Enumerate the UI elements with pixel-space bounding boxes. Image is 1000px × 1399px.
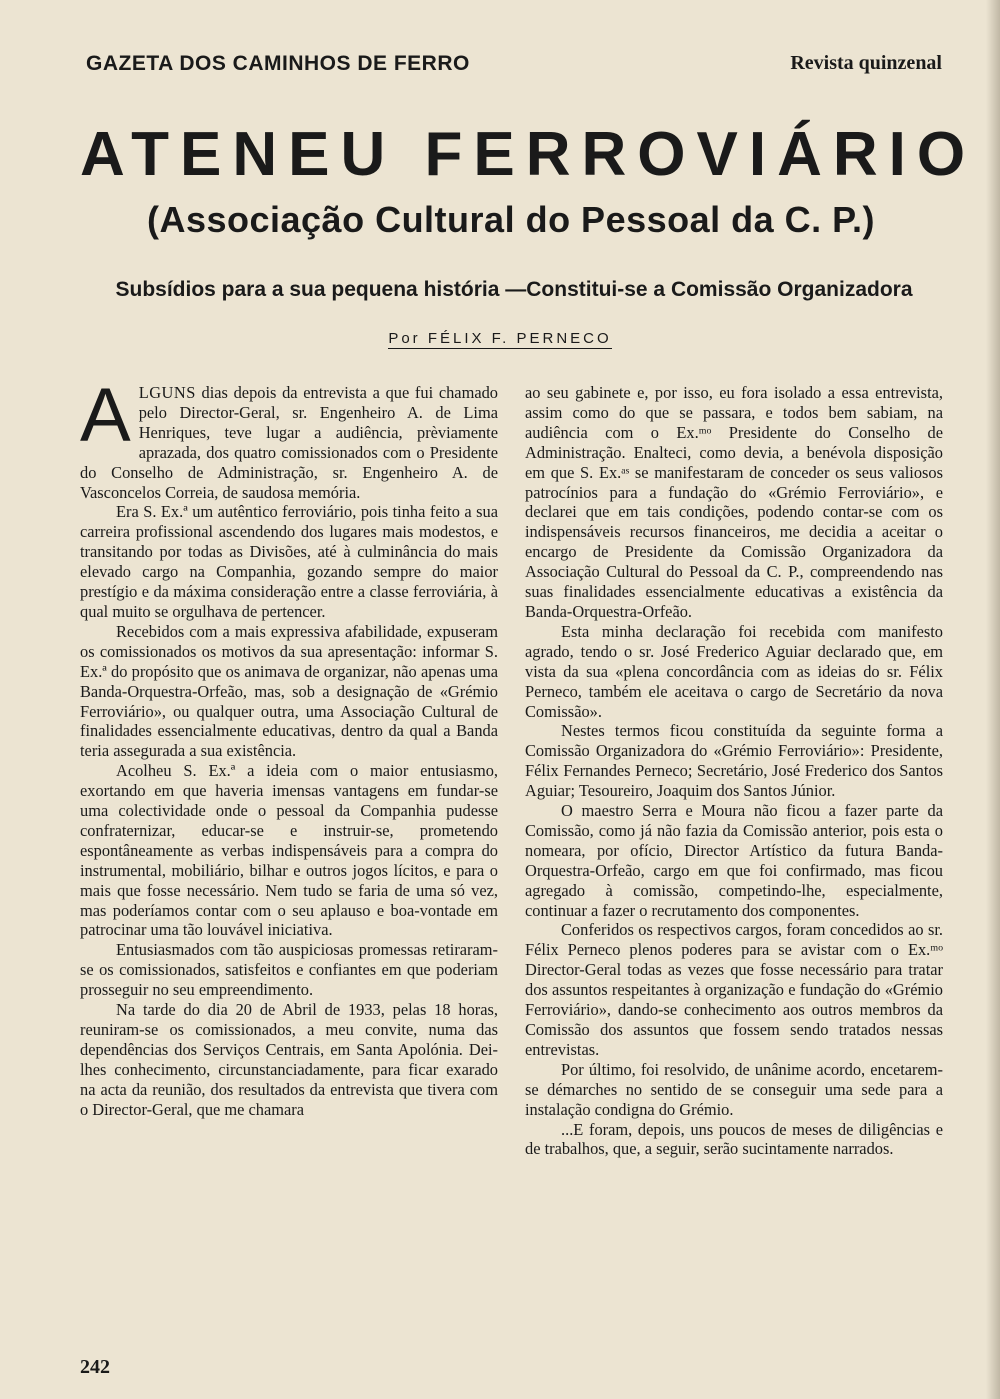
- paragraph: ...E foram, depois, uns poucos de meses de diligências e de trabalhos, que, a seguir, serão sucintamente narrados.: [525, 1119, 943, 1159]
- byline: [0, 330, 1000, 348]
- paragraph: Entusiasmados com tão auspiciosas promessas retiraram-se os comissionados, satisfeitos e confiantes em que poderiam prosseguir no seu empreendimento.: [80, 940, 498, 1000]
- paragraph: Na tarde do dia 20 de Abril de 1933, pelas 18 horas, reuniram-se os comissionados, a meu convite, numa das dependências dos Serviços Centrais, em Santa Apolónia. Dei-lhes conhecimento, circunstanciadamente, para ficar exarado na acta da reunião, dos resultados da entrevista que tivera com o Director-Geral, que me chamara: [80, 1000, 498, 1119]
- paragraph: Acolheu S. Ex.ª a ideia com o maior entusiasmo, exortando em que haveria imensas vantagens em fundar-se uma colectividade onde o pessoal da Companhia pudesse confraternizar, educar-se e instruir-se, prometendo espontâneamente as verbas indispensáveis para a compra do instrumental, mobiliário, bilhar e outros jogos lícitos, e para o mais que fosse necessário. Nem tudo se faria de uma só vez, mas poderíamos contar com o seu aplauso e boa-vontade em patrocinar uma tão louvável iniciativa.: [80, 761, 498, 940]
- article-headline: Subsídios para a sua pequena história —Constitui-se a Comissão Organizadora: [115, 278, 913, 301]
- paragraph: Por último, foi resolvido, de unânime acordo, encetarem-se démarches no sentido de se conseguir uma sede para a instalação condigna do Grémio.: [525, 1059, 943, 1119]
- left-column: [80, 373, 498, 1120]
- first-word: LGUNS: [138, 383, 196, 402]
- article-subtitle: (Associação Cultural do Pessoal da C. P.): [146, 199, 876, 240]
- paragraph-text: dias depois da entrevista a que fui chamado pelo Director-Geral, sr. Engenheiro A. de Lima Henriques, teve lugar a audiência, prèviamente aprazada, dos quatro comissionados com o Presidente do Conselho de Administração, sr. Engenheiro A. de Vasconcelos Correia, de saudosa memória.: [80, 383, 498, 502]
- paragraph: Nestes termos ficou constituída da seguinte forma a Comissão Organizadora do «Grémio Ferroviário»: Presidente, Félix Fernandes Perneco; Secretário, José Frederico dos Santos Aguiar; Tesoureiro, Joaquim dos Santos Júnior.: [525, 721, 943, 801]
- journal-title: GAZETA DOS CAMINHOS DE FERRO: [86, 52, 470, 75]
- paragraph: Recebidos com a mais expressiva afabilidade, expuseram os comissionados os motivos da sua apresentação: informar S. Ex.ª do propósito que os animava de organizar, não apenas uma Banda-Orquestra-Orfeão, mas, sob a designação de «Grémio Ferroviário», ou qualquer outra, uma Associação Cultural de finalidades essencialmente educativas, dentro da qual a Banda teria assegurada a sua existência.: [80, 621, 498, 761]
- paragraph: Esta minha declaração foi recebida com manifesto agrado, tendo o sr. José Frederico Aguiar declarado que, em vista da sua «plena concordância com as ideias do sr. Félix Perneco, também ele aceitava o cargo de Secretário da nova Comissão».: [525, 621, 943, 721]
- page-number: 242: [80, 1356, 110, 1378]
- journal-subtitle: Revista quinzenal: [790, 52, 942, 74]
- article-title: ATENEU FERROVIÁRIO: [80, 120, 977, 189]
- drop-cap: A: [80, 373, 131, 458]
- paragraph: Conferidos os respectivos cargos, foram concedidos ao sr. Félix Perneco plenos poderes para se avistar com o Ex.ᵐᵒ Director-Geral todas as vezes que fosse necessário para tratar dos assuntos respeitantes à organização e fundação do «Grémio Ferroviário», dando-se conhecimento aos outros membros da Comissão dos assuntos que fossem sendo tratados nessas entrevistas.: [525, 920, 943, 1059]
- page-header: [86, 52, 942, 82]
- page-edge-shadow: [986, 0, 1000, 1399]
- right-column: [525, 383, 943, 1159]
- paragraph: O maestro Serra e Moura não ficou a fazer parte da Comissão, como já não fazia da Comissão anterior, pois esta o nomeara, por ofício, Director Artístico da futura Banda-Orquestra-Orfeão, cargo em que foi confirmado, mas ficou agregado à comissão, competindo-lhe, especialmente, continuar a fazer o recrutamento dos componentes.: [525, 801, 943, 920]
- byline-text: Por FÉLIX F. PERNECO: [388, 330, 612, 347]
- paragraph: Era S. Ex.ª um autêntico ferroviário, pois tinha feito a sua carreira profissional ascendendo dos lugares mais modestos, e transitando por todas as Divisões, até à culminância do mais elevado cargo na Companhia, gozando sempre do maior prestígio e da máxima consideração entre a classe ferroviária, à qual muito se orgulhava de pertencer.: [80, 502, 498, 621]
- paragraph: ao seu gabinete e, por isso, eu fora isolado a essa entrevista, assim como do que se passara, e todos bem sabiam, na audiência com o Ex.ᵐᵒ Presidente do Conselho de Administração. Enalteci, como devia, a benévola disposição em que S. Ex.ᵃˢ se manifestaram de conceder os seus valiosos patrocínios para a fundação do «Grémio Ferroviário», e declarei que em tais condições, podendo contar-se com os indispensáveis recursos financeiros, me decidia a aceitar o encargo de Presidente da Comissão Organizadora da Associação Cultural do Pessoal da C. P., compreendendo nas suas finalidades essencialmente educativas a existência da Banda-Orquestra-Orfeão.: [525, 383, 943, 621]
- paragraph: [80, 373, 498, 502]
